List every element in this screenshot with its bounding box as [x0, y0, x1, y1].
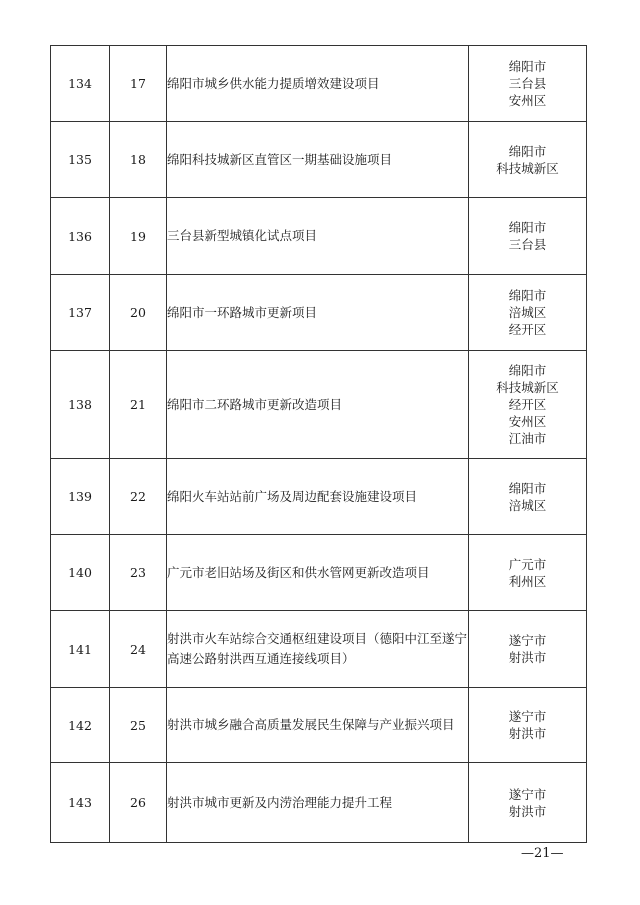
region-line: 安州区 [508, 414, 547, 429]
region-line: 三台县 [508, 76, 547, 91]
region-line: 经开区 [508, 322, 547, 337]
project-name-cell: 绵阳市城乡供水能力提质增效建设项目 [167, 46, 469, 122]
region-line: 绵阳市 [508, 480, 547, 496]
seq-cell: 136 [51, 198, 110, 275]
region-line: 科技城新区 [496, 380, 559, 395]
project-name-cell: 绵阳科技城新区直管区一期基础设施项目 [167, 122, 469, 198]
project-name-cell: 三台县新型城镇化试点项目 [167, 198, 469, 275]
num-cell: 18 [110, 122, 167, 198]
table-row [51, 46, 587, 122]
region-line: 涪城区 [508, 497, 547, 513]
region-line: 绵阳市 [508, 59, 547, 74]
table-row [51, 611, 587, 688]
region-line: 绵阳市 [508, 363, 547, 378]
region-line: 遂宁市 [508, 633, 547, 648]
project-name-cell: 绵阳火车站站前广场及周边配套设施建设项目 [167, 459, 469, 535]
num-cell: 22 [110, 459, 167, 535]
project-name-cell: 射洪市火车站综合交通枢纽建设项目（德阳中江至遂宁高速公路射洪西互通连接线项目） [167, 611, 469, 688]
project-name-cell: 广元市老旧站场及街区和供水管网更新改造项目 [167, 535, 469, 611]
table-row [51, 351, 587, 459]
region-line: 科技城新区 [496, 160, 559, 176]
region-cell [469, 122, 587, 198]
seq-cell: 141 [51, 611, 110, 688]
seq-cell: 138 [51, 351, 110, 459]
region-line: 涪城区 [508, 305, 547, 320]
region-line: 绵阳市 [508, 220, 547, 235]
table-row [51, 122, 587, 198]
region-cell [469, 275, 587, 351]
region-line: 三台县 [508, 237, 547, 252]
region-line: 广元市 [508, 556, 547, 572]
region-line: 遂宁市 [508, 709, 547, 724]
region-line: 绵阳市 [508, 288, 547, 303]
region-cell [469, 763, 587, 843]
num-cell: 23 [110, 535, 167, 611]
region-line: 江油市 [508, 431, 547, 446]
region-line: 绵阳市 [508, 143, 547, 159]
region-line: 遂宁市 [508, 786, 547, 802]
seq-cell: 135 [51, 122, 110, 198]
table-row [51, 459, 587, 535]
num-cell: 25 [110, 688, 167, 763]
seq-cell: 142 [51, 688, 110, 763]
project-table [50, 45, 587, 843]
seq-cell: 137 [51, 275, 110, 351]
seq-cell: 140 [51, 535, 110, 611]
num-cell: 20 [110, 275, 167, 351]
project-name-cell: 射洪市城乡融合高质量发展民生保障与产业振兴项目 [167, 688, 469, 763]
num-cell: 17 [110, 46, 167, 122]
page-number: —21— [521, 846, 564, 861]
table-row [51, 275, 587, 351]
num-cell: 24 [110, 611, 167, 688]
table-row [51, 535, 587, 611]
seq-cell: 134 [51, 46, 110, 122]
region-cell [469, 351, 587, 459]
seq-cell: 139 [51, 459, 110, 535]
num-cell: 26 [110, 763, 167, 843]
region-cell [469, 459, 587, 535]
region-cell [469, 46, 587, 122]
region-cell [469, 535, 587, 611]
seq-cell: 143 [51, 763, 110, 843]
project-name-cell: 绵阳市一环路城市更新项目 [167, 275, 469, 351]
region-cell [469, 688, 587, 763]
project-name-cell: 射洪市城市更新及内涝治理能力提升工程 [167, 763, 469, 843]
region-line: 经开区 [508, 397, 547, 412]
region-line: 射洪市 [508, 726, 547, 741]
table-row [51, 198, 587, 275]
region-cell [469, 198, 587, 275]
region-line: 射洪市 [508, 650, 547, 665]
table-row [51, 763, 587, 843]
project-name-cell: 绵阳市二环路城市更新改造项目 [167, 351, 469, 459]
num-cell: 21 [110, 351, 167, 459]
region-line: 射洪市 [508, 803, 547, 819]
region-line: 利州区 [508, 573, 547, 589]
table-row [51, 688, 587, 763]
region-line: 安州区 [508, 93, 547, 108]
num-cell: 19 [110, 198, 167, 275]
region-cell [469, 611, 587, 688]
